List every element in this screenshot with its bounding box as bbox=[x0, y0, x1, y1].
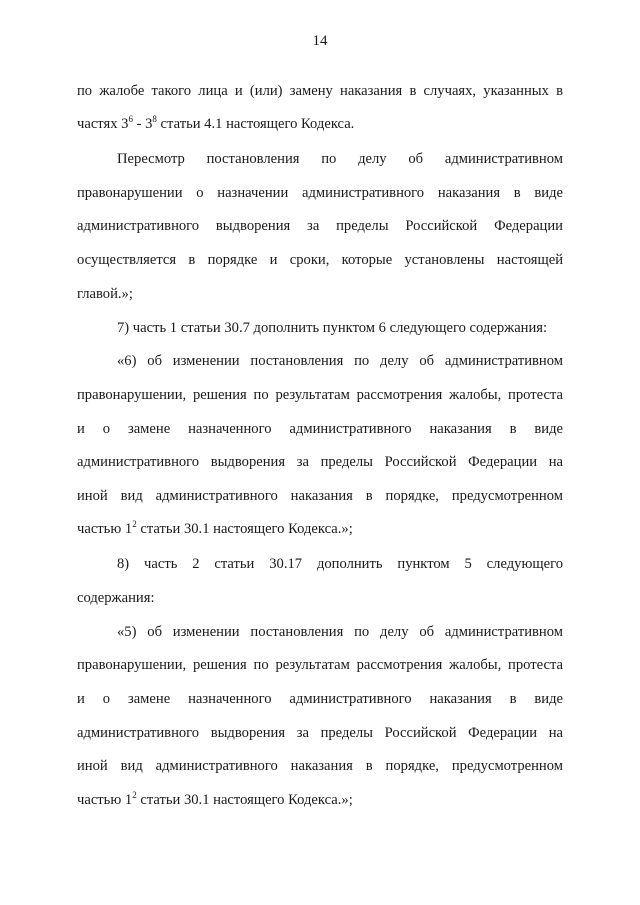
text-line: иной вид административного наказания в порядке, предусмотренном bbox=[77, 758, 563, 774]
text-line: 8) часть 2 статьи 30.17 дополнить пунктом 5 следующего bbox=[117, 556, 563, 572]
text-line: «5) об изменении постановления по делу об административном bbox=[117, 624, 563, 640]
text-fragment: частях 3 bbox=[77, 116, 129, 132]
text-line: административного выдворения за пределы Российской Федерации bbox=[77, 218, 563, 234]
text-line bbox=[77, 115, 563, 133]
text-line: правонарушении, решения по результатам рассмотрения жалобы, протеста bbox=[77, 657, 563, 673]
text-line: «6) об изменении постановления по делу об административном bbox=[117, 353, 563, 369]
text-line: и о замене назначенного административного наказания в виде bbox=[77, 421, 563, 437]
text-line: главой.»; bbox=[77, 286, 133, 302]
text-line bbox=[77, 520, 563, 538]
text-fragment: - 3 bbox=[132, 116, 153, 132]
text-line: осуществляется в порядке и сроки, которые установлены настоящей bbox=[77, 252, 563, 268]
text-line: административного выдворения за пределы Российской Федерации на bbox=[77, 454, 563, 470]
text-line: административного выдворения за пределы Российской Федерации на bbox=[77, 725, 563, 741]
text-line: 7) часть 1 статьи 30.7 дополнить пунктом 6 следующего содержания: bbox=[117, 320, 548, 336]
text-line bbox=[77, 791, 563, 809]
text-line: содержания: bbox=[77, 590, 155, 606]
text-fragment: частью 1 bbox=[77, 792, 133, 808]
text-line: и о замене назначенного административного наказания в виде bbox=[77, 691, 563, 707]
text-line: правонарушении о назначении административного наказания в виде bbox=[77, 185, 563, 201]
superscript: 6 bbox=[128, 114, 133, 124]
text-line: по жалобе такого лица и (или) замену наказания в случаях, указанных в bbox=[77, 83, 563, 99]
superscript: 2 bbox=[132, 519, 137, 529]
page-number: 14 bbox=[312, 33, 328, 49]
text-line: правонарушении, решения по результатам рассмотрения жалобы, протеста bbox=[77, 387, 563, 403]
text-fragment: частью 1 bbox=[77, 521, 133, 537]
text-fragment: статьи 4.1 настоящего Кодекса. bbox=[156, 116, 355, 132]
superscript: 2 bbox=[132, 790, 137, 800]
text-line: Пересмотр постановления по делу об административном bbox=[117, 151, 563, 167]
superscript: 8 bbox=[152, 114, 157, 124]
text-fragment: статьи 30.1 настоящего Кодекса.»; bbox=[136, 521, 353, 537]
text-line: иной вид административного наказания в порядке, предусмотренном bbox=[77, 488, 563, 504]
text-fragment: статьи 30.1 настоящего Кодекса.»; bbox=[136, 792, 353, 808]
